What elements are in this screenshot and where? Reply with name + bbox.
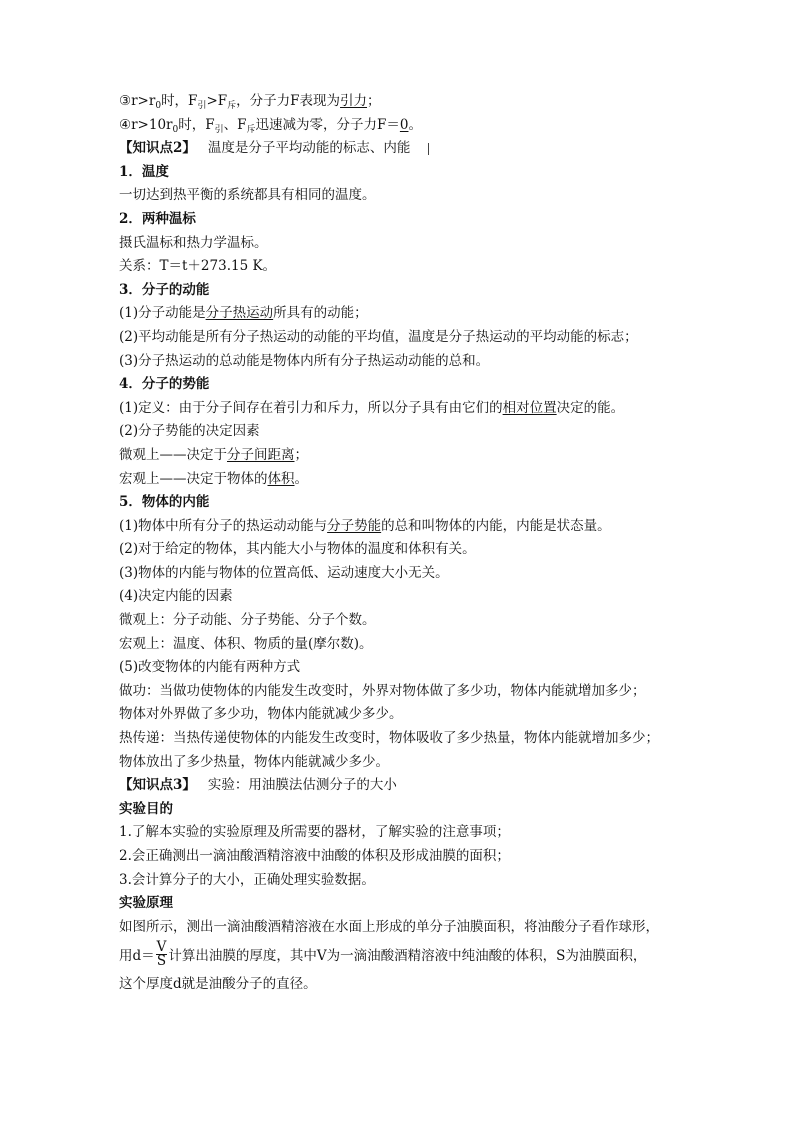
text-line — [119, 444, 679, 468]
text-line: 物体对外界做了多少功，物体内能就减少多少。 — [119, 706, 403, 723]
text: ③r>r — [119, 93, 156, 109]
text: 迅速减为零，分子力F＝ — [255, 116, 400, 133]
section-heading: 5．物体的内能 — [119, 494, 210, 511]
kp-title: 温度是分子平均动能的标志、内能 — [207, 140, 411, 157]
text-line: 如图所示，测出一滴油酸酒精溶液在水面上形成的单分子油膜面积，将油酸分子看作球形， — [119, 918, 659, 935]
subscript: 引 — [197, 101, 207, 111]
section-heading: 实验目的 — [119, 800, 173, 817]
fraction-denominator: S — [156, 953, 167, 970]
kp-label: 【知识点2】 — [119, 140, 196, 157]
text-line: (3)分子热运动的总动能是物体内所有分子热运动动能的总和。 — [119, 352, 490, 369]
subscript: 斥 — [246, 124, 256, 135]
text: 微观上——决定于 — [119, 446, 227, 463]
underlined-answer: 0 — [399, 116, 409, 133]
knowledge-point-heading — [119, 774, 679, 798]
text-line: (2)平均动能是所有分子热运动的动能的平均值，温度是分子热运动的平均动能的标志； — [119, 328, 638, 345]
text: 。 — [294, 470, 308, 487]
text-line — [119, 515, 679, 539]
kp-title: 实验：用油膜法估测分子的大小 — [207, 777, 397, 794]
text: 宏观上——决定于物体的 — [119, 470, 268, 487]
text: 用d＝ — [119, 948, 155, 965]
text-line: 一切达到热平衡的系统都具有相同的温度。 — [119, 187, 376, 204]
text: 所具有的动能； — [273, 305, 368, 322]
text: 时，F — [178, 116, 215, 133]
text-line — [119, 302, 679, 326]
underlined-answer: 分子间距离 — [227, 446, 295, 463]
text-line: (4)决定内能的因素 — [119, 588, 233, 605]
text-line — [119, 468, 679, 492]
subscript: 0 — [172, 124, 179, 135]
text: 计算出油膜的厚度，其中V为一滴油酸酒精溶液中纯油酸的体积，S为油膜面积， — [168, 948, 647, 965]
text: 的总和叫物体的内能，内能是状态量。 — [381, 517, 611, 534]
subscript: 斥 — [227, 101, 237, 111]
text: (1)物体中所有分子的热运动动能与 — [119, 517, 328, 534]
text-line: 宏观上：温度、体积、物质的量(摩尔数)。 — [119, 635, 373, 652]
text: ，分子力F表现为 — [236, 93, 341, 109]
text-line: (3)物体的内能与物体的位置高低、运动速度大小无关。 — [119, 564, 449, 581]
text-line: 2.会正确测出一滴油酸酒精溶液中油酸的体积及形成油膜的面积； — [119, 848, 510, 864]
text-line: 摄氏温标和热力学温标。 — [119, 234, 268, 251]
section-heading: 3．分子的动能 — [119, 281, 210, 298]
text-line: 3.会计算分子的大小，正确处理实验数据。 — [119, 871, 375, 888]
text-cursor-mark — [428, 143, 429, 155]
underlined-answer: 分子热运动 — [205, 305, 274, 322]
text-line — [119, 90, 679, 114]
text-line: 做功：当做功使物体的内能发生改变时，外界对物体做了多少功，物体内能就增加多少； — [119, 682, 646, 699]
text-line: 热传递：当热传递使物体的内能发生改变时，物体吸收了多少热量，物体内能就增加多少； — [119, 730, 659, 747]
underlined-answer: 相对位置 — [502, 399, 557, 416]
text: 时，F — [161, 93, 198, 109]
section-heading: 4．分子的势能 — [119, 376, 210, 393]
text-line: 微观上：分子动能、分子势能、分子个数。 — [119, 612, 376, 629]
text: ； — [367, 93, 381, 109]
text: 、F — [223, 116, 247, 133]
text-line: 这个厚度d就是油酸分子的直径。 — [119, 976, 317, 993]
kp-label: 【知识点3】 — [119, 777, 196, 794]
section-heading: 1．温度 — [119, 163, 169, 180]
text: (1)定义：由于分子间存在着引力和斥力，所以分子具有由它们的 — [119, 399, 503, 416]
text: ； — [294, 446, 308, 463]
text-line: (2)分子势能的决定因素 — [119, 423, 260, 440]
formula-line — [119, 939, 679, 973]
document-body — [119, 90, 679, 997]
text: (1)分子动能是 — [119, 305, 206, 322]
text-line: (5)改变物体的内能有两种方式 — [119, 659, 301, 676]
section-heading: 实验原理 — [119, 895, 173, 912]
knowledge-point-heading — [119, 137, 679, 161]
text: 决定的能。 — [556, 399, 625, 416]
underlined-answer: 分子势能 — [327, 517, 382, 534]
text: ④r>10r — [119, 116, 173, 133]
subscript: 0 — [155, 101, 162, 111]
text-line: 物体放出了多少热量，物体内能就减少多少。 — [119, 753, 389, 770]
text-line — [119, 397, 679, 421]
underlined-answer: 体积 — [267, 470, 295, 487]
text-line: 关系：T＝t＋273.15 K。 — [119, 258, 277, 275]
text-line: (2)对于给定的物体，其内能大小与物体的温度和体积有关。 — [119, 541, 476, 558]
text-line: 1.了解本实验的实验原理及所需要的器材，了解实验的注意事项； — [119, 824, 510, 841]
section-heading: 2．两种温标 — [119, 210, 196, 227]
text: >F — [206, 93, 228, 109]
text-line — [119, 114, 679, 138]
text: 。 — [408, 116, 422, 133]
fraction — [156, 941, 168, 968]
subscript: 引 — [214, 124, 224, 135]
underlined-answer: 引力 — [340, 93, 368, 109]
fraction-numerator: V — [156, 939, 167, 956]
